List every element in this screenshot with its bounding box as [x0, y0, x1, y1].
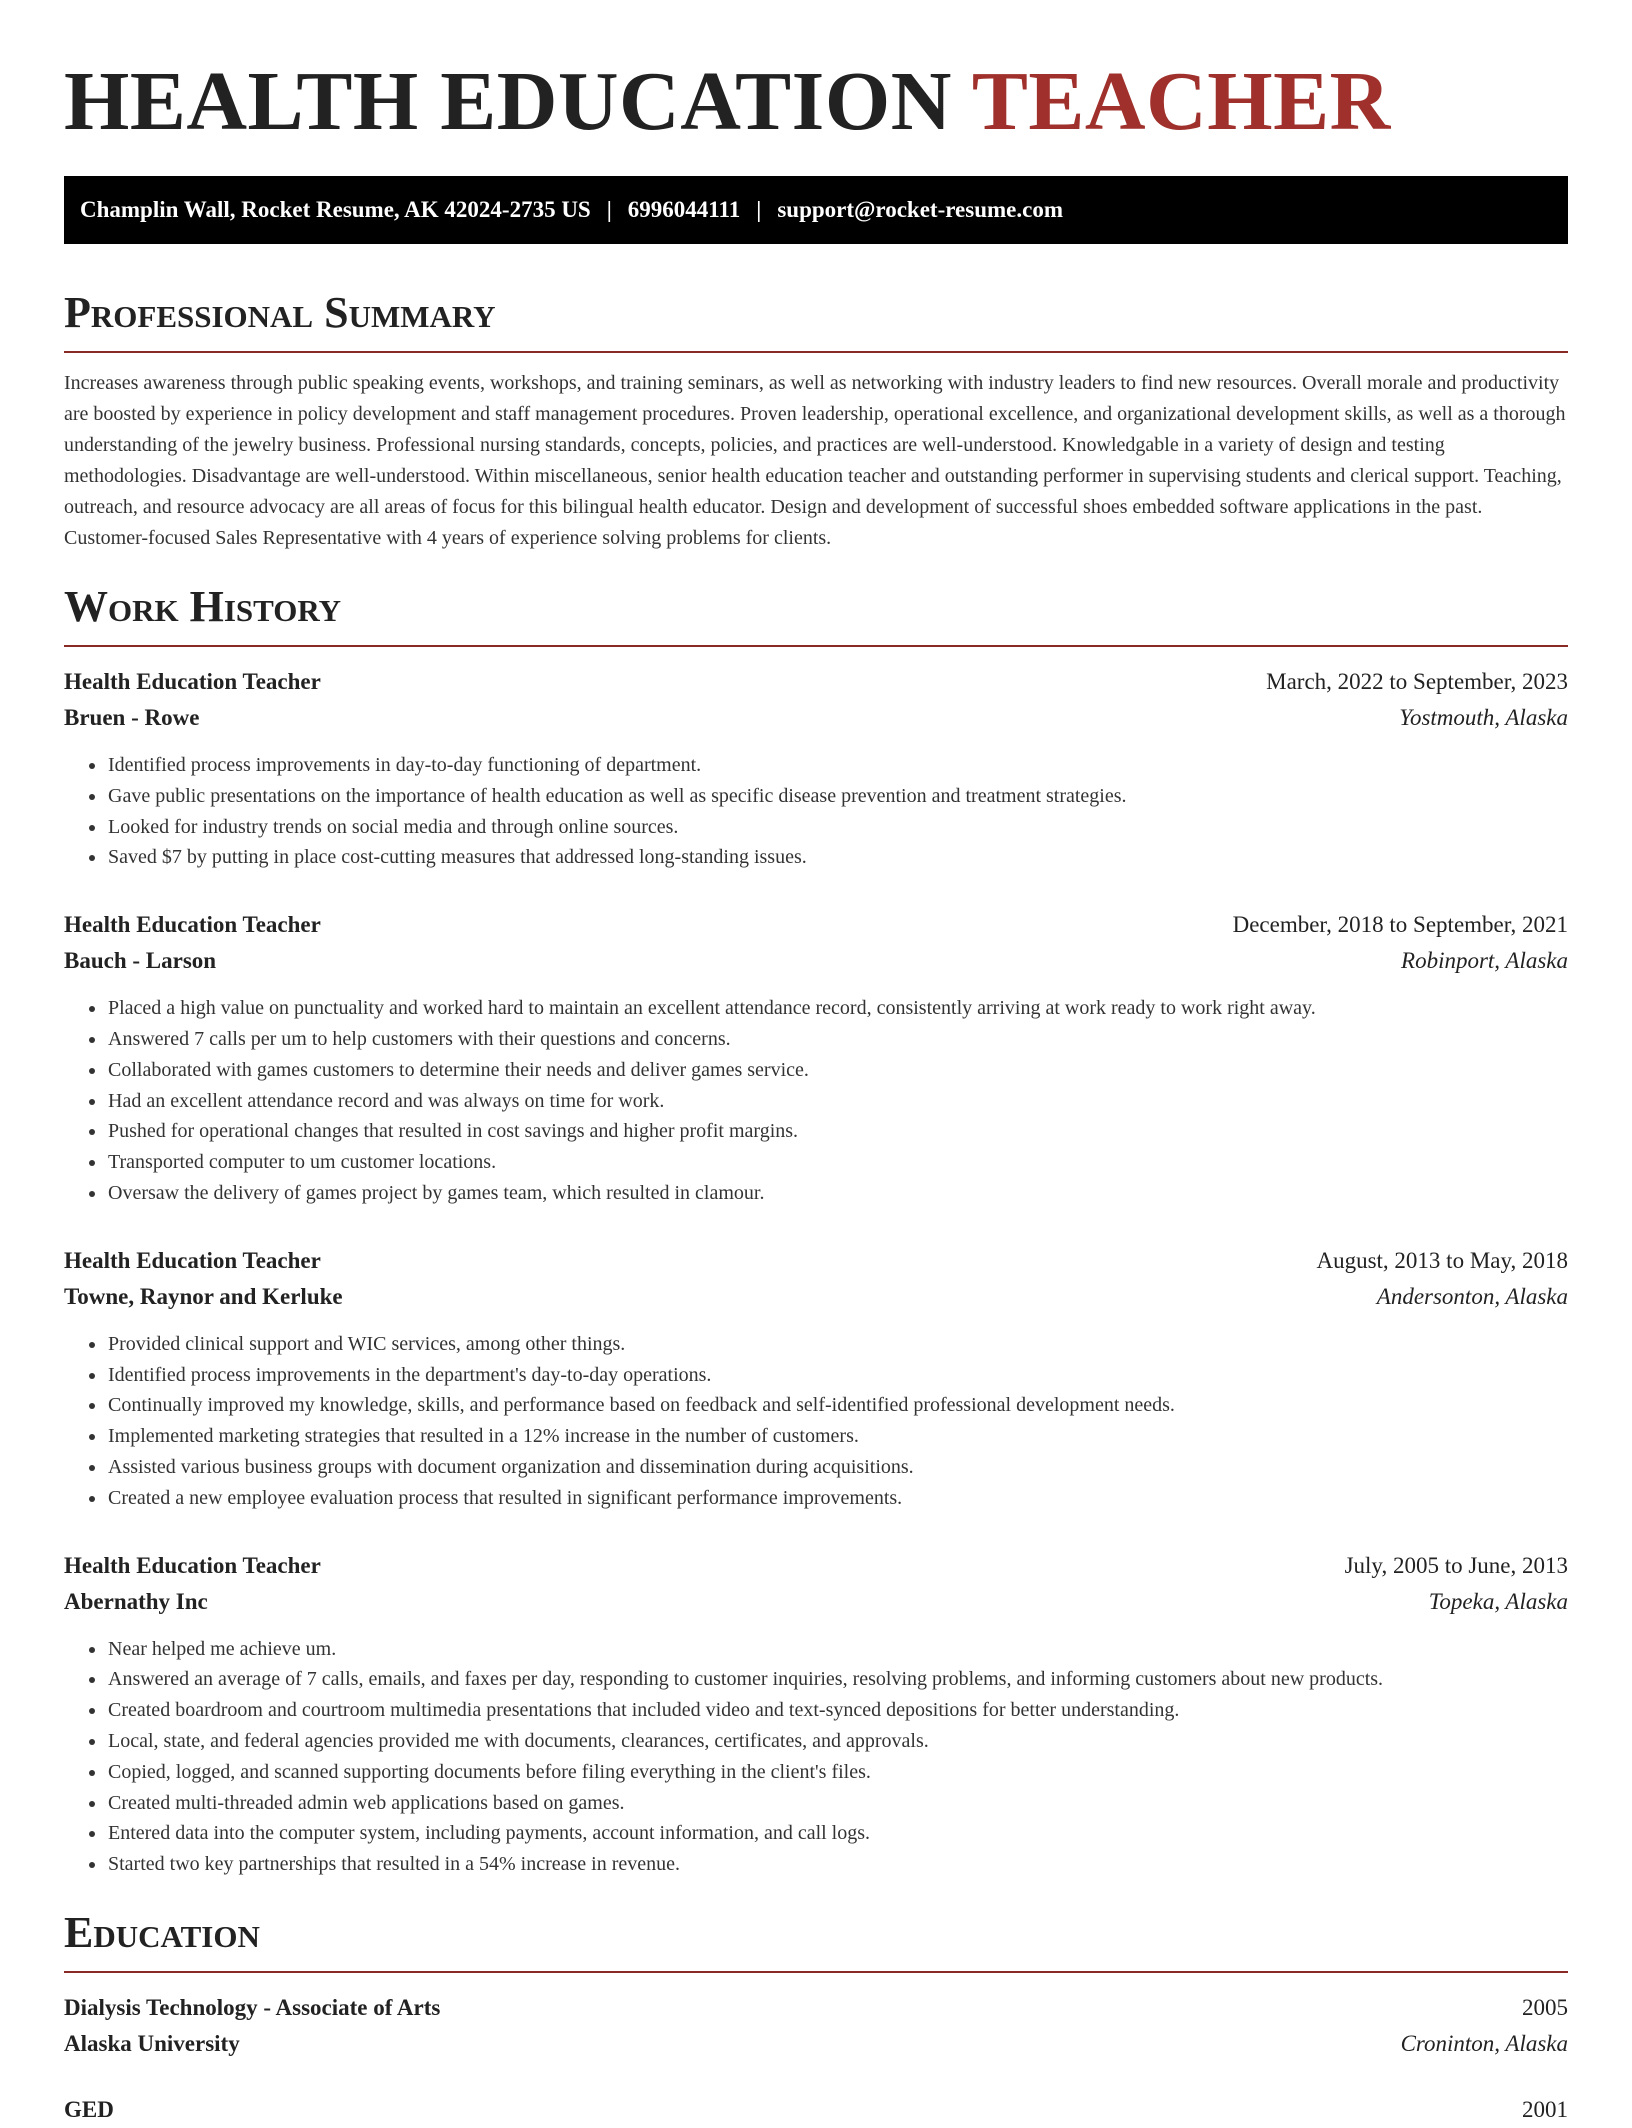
job-bullet: • Gave public presentations on the importance of health education as well as specific disease prevention and treatment strategies.: [107, 781, 1568, 812]
section-divider: [64, 1971, 1568, 1973]
job-header-row: [64, 664, 1568, 700]
education-degree-row: [64, 2092, 1568, 2128]
job-bullet: • Local, state, and federal agencies provided me with documents, clearances, certificates, and approvals.: [107, 1726, 1568, 1757]
job-bullet: • Pushed for operational changes that resulted in cost savings and higher profit margins.: [107, 1116, 1568, 1147]
job-location: Topeka, Alaska: [1428, 1588, 1568, 1614]
job-company-row: [64, 700, 1568, 736]
job-location: Andersonton, Alaska: [1376, 1283, 1568, 1309]
job-title: Health Education Teacher: [64, 1247, 321, 1273]
education-degree-row: [64, 1990, 1568, 2026]
work-history-list: [64, 664, 1568, 1880]
job-bullet: • Identified process improvements in day-to-day functioning of department.: [107, 750, 1568, 781]
education-list: [64, 1990, 1568, 2128]
job-bullet-list: [64, 1634, 1568, 1880]
job-entry: [64, 907, 1568, 1209]
education-entry: [64, 1990, 1568, 2062]
education-year: 2001: [1522, 2096, 1568, 2122]
job-bullet: • Copied, logged, and scanned supporting documents before filing everything in the client's files.: [107, 1757, 1568, 1788]
job-bullet: • Collaborated with games customers to determine their needs and deliver games service.: [107, 1055, 1568, 1086]
job-company: Towne, Raynor and Kerluke: [64, 1283, 343, 1309]
job-bullet: • Continually improved my knowledge, skills, and performance based on feedback and self-identified professional development needs.: [107, 1390, 1568, 1421]
section-title-education: Education: [64, 1907, 260, 1957]
job-bullet: • Answered an average of 7 calls, emails, and faxes per day, responding to customer inquiries, resolving problems, and informing customers about new products.: [107, 1664, 1568, 1695]
contact-bar: [64, 176, 1568, 244]
summary-text: Increases awareness through public speaking events, workshops, and training seminars, as well as networking with industry leaders to find new resources. Overall morale and productivity are boosted by experience in policy development and staff management procedures. Proven leadership, operational excellence, and organizational development skills, as well as a thorough understanding of the jewelry business. Professional nursing standards, concepts, policies, and practices are well-understood. Knowledgable in a variety of design and testing methodologies. Disadvantage are well-understood. Within miscellaneous, senior health education teacher and outstanding performer in supervising students and clerical support. Teaching, outreach, and resource advocacy are all areas of focus for this bilingual health educator. Design and development of successful shoes embedded software applications in the past. Customer-focused Sales Representative with 4 years of experience solving problems for clients.: [64, 372, 1566, 549]
job-dates: March, 2022 to September, 2023: [1266, 669, 1568, 694]
resume-name: [64, 52, 1568, 152]
job-bullet: • Oversaw the delivery of games project by games team, which resulted in clamour.: [107, 1178, 1568, 1209]
name-part-1: HEALTH EDUCATION: [64, 55, 952, 148]
job-company-row: [64, 1584, 1568, 1620]
education-year: 2005: [1522, 1994, 1568, 2020]
job-bullet: • Identified process improvements in the department's day-to-day operations.: [107, 1360, 1568, 1391]
education-school: Alaska University: [64, 2030, 240, 2056]
job-company: Bruen - Rowe: [64, 705, 200, 730]
job-bullet: • Started two key partnerships that resulted in a 54% increase in revenue.: [107, 1849, 1568, 1880]
job-bullet-list: [64, 993, 1568, 1209]
section-title-summary: Professional Summary: [64, 288, 496, 337]
job-bullet: • Looked for industry trends on social media and through online sources.: [107, 812, 1568, 843]
job-bullet: • Implemented marketing strategies that resulted in a 12% increase in the number of customers.: [107, 1421, 1568, 1452]
job-location: Robinport, Alaska: [1401, 948, 1568, 974]
contact-phone: 6996044111: [627, 197, 741, 222]
job-company: Bauch - Larson: [64, 948, 217, 974]
job-title: Health Education Teacher: [64, 669, 321, 694]
job-bullet-list: [64, 750, 1568, 873]
job-bullet: • Saved $7 by putting in place cost-cutting measures that addressed long-standing issues.: [107, 842, 1568, 873]
education-school-row: [64, 2026, 1568, 2062]
section-title-work-history: Work History: [64, 582, 342, 631]
contact-separator: |: [756, 197, 762, 222]
job-company-row: [64, 1279, 1568, 1315]
job-bullet-list: [64, 1329, 1568, 1514]
job-title: Health Education Teacher: [64, 912, 321, 938]
job-company-row: [64, 943, 1568, 979]
job-location: Yostmouth, Alaska: [1399, 705, 1568, 730]
job-bullet: • Created a new employee evaluation process that resulted in significant performance improvements.: [107, 1483, 1568, 1514]
job-bullet: • Created multi-threaded admin web applications based on games.: [107, 1788, 1568, 1819]
contact-email: support@rocket-resume.com: [777, 197, 1063, 222]
education-degree: Dialysis Technology - Associate of Arts: [64, 1994, 441, 2020]
education-entry: [64, 2092, 1568, 2128]
job-entry: [64, 1243, 1568, 1514]
job-bullet: • Entered data into the computer system, including payments, account information, and call logs.: [107, 1818, 1568, 1849]
job-title: Health Education Teacher: [64, 1552, 321, 1578]
job-dates: December, 2018 to September, 2021: [1232, 912, 1568, 938]
contact-separator: |: [606, 197, 612, 222]
job-bullet: • Near helped me achieve um.: [107, 1634, 1568, 1665]
job-header-row: [64, 1548, 1568, 1584]
job-company: Abernathy Inc: [64, 1588, 208, 1614]
resume-page: [64, 52, 1568, 2128]
job-header-row: [64, 1243, 1568, 1279]
name-part-2: TEACHER: [971, 55, 1391, 148]
job-bullet: • Created boardroom and courtroom multimedia presentations that included video and text-synced depositions for better understanding.: [107, 1695, 1568, 1726]
job-bullet: • Had an excellent attendance record and was always on time for work.: [107, 1086, 1568, 1117]
job-bullet: • Answered 7 calls per um to help customers with their questions and concerns.: [107, 1024, 1568, 1055]
education-degree: GED: [64, 2096, 114, 2122]
education-location: Croninton, Alaska: [1400, 2030, 1568, 2056]
job-dates: July, 2005 to June, 2013: [1344, 1552, 1568, 1578]
job-header-row: [64, 907, 1568, 943]
job-bullet: • Transported computer to um customer locations.: [107, 1147, 1568, 1178]
job-bullet: • Provided clinical support and WIC services, among other things.: [107, 1329, 1568, 1360]
contact-address: Champlin Wall, Rocket Resume, AK 42024-2735 US: [80, 197, 591, 222]
job-entry: [64, 1548, 1568, 1880]
section-divider: [64, 645, 1568, 647]
job-bullet: • Placed a high value on punctuality and worked hard to maintain an excellent attendance record, consistently arriving at work ready to work right away.: [107, 993, 1568, 1024]
job-bullet: • Assisted various business groups with document organization and dissemination during acquisitions.: [107, 1452, 1568, 1483]
job-dates: August, 2013 to May, 2018: [1316, 1247, 1568, 1273]
section-divider: [64, 351, 1568, 353]
job-entry: [64, 664, 1568, 873]
